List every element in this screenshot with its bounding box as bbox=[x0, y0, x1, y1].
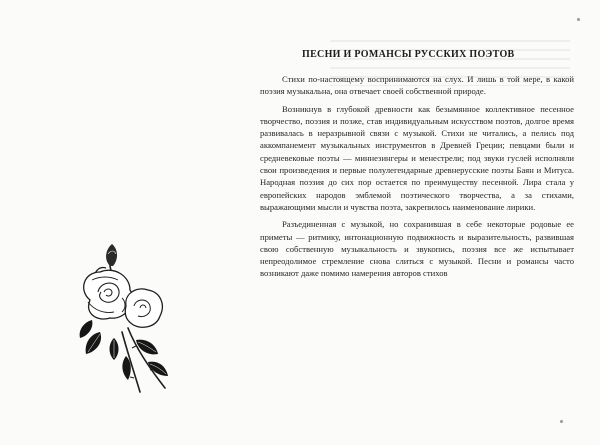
scan-speck bbox=[560, 420, 563, 423]
scan-speck bbox=[577, 18, 580, 21]
paragraph-2: Возникнув в глубокой древности как безымянное коллективное песенное творчество, поэзия и позже, став индивидуальным искусством поэтов, долгое время развивалась в неразрывной связи с музыкой. Стихи не читались, а пелись под аккомпанемент музыкальных инструментов в Древней Греции; певцами были и средневековые поэты — миннезингеры и менестрели; под звуки гуслей исполняли свои произведения и первые полулегендарные древнерусские поэты Баян и Митуса. Народная поэзия до сих пор остается по преимуществу песенной. Лира стала у европейских народов эмблемой поэтического творчества, а за стихами, выражающими мысли и чувства поэта, закрепилось наименование лирики. bbox=[260, 103, 574, 212]
article-body bbox=[260, 73, 574, 285]
paragraph-1: Стихи по-настоящему воспринимаются на слух. И лишь в той мере, в какой поэзия музыкальна, она отвечает своей собственной природе. bbox=[260, 74, 574, 97]
paragraph-3: Разъединенная с музыкой, но сохранившая в себе некоторые родовые ее приметы — ритмику, интонационную подвижность и выразительность, развившая свою собственную музыкальность и звукопись, поэзия все же испытывает непреодолимое стремление снова слиться с музыкой. Песни и романсы часто возникают даже помимо намерения авторов стихов bbox=[260, 219, 574, 279]
page-title: ПЕСНИ И РОМАНСЫ РУССКИХ ПОЭТОВ bbox=[302, 49, 515, 60]
rose-illustration-icon bbox=[70, 236, 190, 396]
